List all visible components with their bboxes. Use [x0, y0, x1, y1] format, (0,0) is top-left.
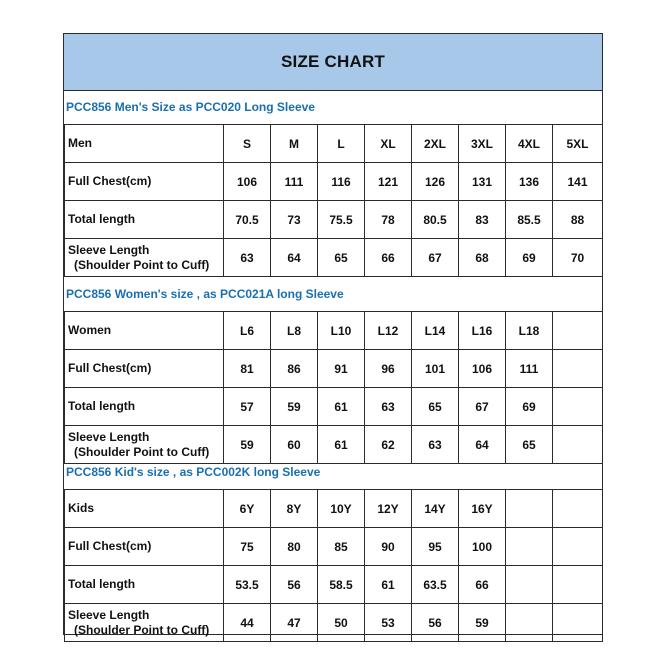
row-label — [65, 163, 224, 201]
measurement-cell: 63 — [365, 388, 412, 426]
measurement-cell: 121 — [365, 163, 412, 201]
row-label — [65, 528, 224, 566]
measurement-cell: 64 — [271, 239, 318, 277]
empty-cell — [553, 388, 603, 426]
measurement-cell: 47 — [271, 604, 318, 642]
table-row — [65, 388, 603, 426]
row-label-subtext: (Shoulder Point to Cuff) — [74, 257, 210, 272]
measurement-cell: 65 — [412, 388, 459, 426]
table-row — [65, 239, 603, 277]
measurement-cell: 61 — [318, 426, 365, 464]
size-header-cell: S — [224, 125, 271, 163]
measurement-cell: 56 — [271, 566, 318, 604]
section-heading: PCC856 Men's Size as PCC020 Long Sleeve — [66, 100, 315, 114]
size-header-cell: L — [318, 125, 365, 163]
empty-cell — [553, 490, 603, 528]
row-label-text: Full Chest(cm) — [68, 361, 152, 375]
measurement-cell: 69 — [506, 239, 553, 277]
measurement-cell: 58.5 — [318, 566, 365, 604]
measurement-cell: 67 — [459, 388, 506, 426]
measurement-cell: 63.5 — [412, 566, 459, 604]
empty-cell — [506, 490, 553, 528]
row-label-text: Total length — [68, 212, 136, 226]
empty-cell — [506, 566, 553, 604]
measurement-cell: 69 — [506, 388, 553, 426]
row-label-text: Sleeve Length — [68, 242, 150, 257]
size-header-cell: L16 — [459, 312, 506, 350]
measurement-cell: 53.5 — [224, 566, 271, 604]
size-header-cell: 2XL — [412, 125, 459, 163]
size-header-cell: 5XL — [553, 125, 603, 163]
measurement-cell: 59 — [271, 388, 318, 426]
measurement-cell: 70 — [553, 239, 603, 277]
empty-cell — [553, 566, 603, 604]
measurement-cell: 65 — [318, 239, 365, 277]
measurement-cell: 106 — [224, 163, 271, 201]
row-label — [65, 350, 224, 388]
measurement-cell: 131 — [459, 163, 506, 201]
measurement-cell: 59 — [224, 426, 271, 464]
size-header-cell: 6Y — [224, 490, 271, 528]
measurement-cell: 57 — [224, 388, 271, 426]
measurement-cell: 88 — [553, 201, 603, 239]
size-table — [64, 311, 603, 464]
row-label-subtext: (Shoulder Point to Cuff) — [74, 622, 210, 637]
size-header-cell: 16Y — [459, 490, 506, 528]
size-header-cell: 3XL — [459, 125, 506, 163]
row-label-text: Sleeve Length — [68, 607, 150, 622]
measurement-cell: 91 — [318, 350, 365, 388]
size-header-cell: L8 — [271, 312, 318, 350]
size-header-cell: 4XL — [506, 125, 553, 163]
row-label-text: Total length — [68, 399, 136, 413]
measurement-cell: 136 — [506, 163, 553, 201]
measurement-cell: 86 — [271, 350, 318, 388]
measurement-cell: 116 — [318, 163, 365, 201]
table-row — [65, 604, 603, 642]
measurement-cell: 141 — [553, 163, 603, 201]
measurement-cell: 80.5 — [412, 201, 459, 239]
measurement-cell: 70.5 — [224, 201, 271, 239]
measurement-cell: 78 — [365, 201, 412, 239]
size-header-cell: XL — [365, 125, 412, 163]
row-label-subtext: (Shoulder Point to Cuff) — [74, 444, 210, 459]
table-header-row — [65, 312, 603, 350]
measurement-cell: 44 — [224, 604, 271, 642]
table-row — [65, 528, 603, 566]
measurement-cell: 83 — [459, 201, 506, 239]
size-header-cell: L12 — [365, 312, 412, 350]
measurement-cell: 66 — [365, 239, 412, 277]
measurement-cell: 60 — [271, 426, 318, 464]
measurement-cell: 106 — [459, 350, 506, 388]
table-row — [65, 566, 603, 604]
measurement-cell: 96 — [365, 350, 412, 388]
size-header-cell: 8Y — [271, 490, 318, 528]
measurement-cell: 61 — [318, 388, 365, 426]
row-label: Men — [65, 125, 224, 163]
empty-cell — [506, 604, 553, 642]
row-label — [65, 239, 224, 277]
measurement-cell: 101 — [412, 350, 459, 388]
measurement-cell: 75 — [224, 528, 271, 566]
section-heading: PCC856 Women's size , as PCC021A long Sleeve — [66, 287, 344, 301]
size-header-cell: 14Y — [412, 490, 459, 528]
size-header-cell: L10 — [318, 312, 365, 350]
measurement-cell: 80 — [271, 528, 318, 566]
measurement-cell: 75.5 — [318, 201, 365, 239]
measurement-cell: 63 — [224, 239, 271, 277]
measurement-cell: 68 — [459, 239, 506, 277]
measurement-cell: 90 — [365, 528, 412, 566]
row-label — [65, 566, 224, 604]
row-label: Women — [65, 312, 224, 350]
empty-cell — [553, 528, 603, 566]
measurement-cell: 56 — [412, 604, 459, 642]
row-label-text: Full Chest(cm) — [68, 174, 152, 188]
size-header-cell: L14 — [412, 312, 459, 350]
table-row — [65, 163, 603, 201]
measurement-cell: 73 — [271, 201, 318, 239]
row-label — [65, 388, 224, 426]
empty-cell — [553, 350, 603, 388]
measurement-cell: 111 — [506, 350, 553, 388]
measurement-cell: 61 — [365, 566, 412, 604]
measurement-cell: 64 — [459, 426, 506, 464]
measurement-cell: 59 — [459, 604, 506, 642]
chart-title: SIZE CHART — [64, 34, 602, 91]
section-heading: PCC856 Kid's size , as PCC002K long Sleeve — [66, 465, 321, 479]
measurement-cell: 66 — [459, 566, 506, 604]
row-label: Kids — [65, 490, 224, 528]
table-header-row — [65, 125, 603, 163]
measurement-cell: 85 — [318, 528, 365, 566]
size-chart — [63, 33, 603, 635]
measurement-cell: 126 — [412, 163, 459, 201]
size-header-cell: 10Y — [318, 490, 365, 528]
measurement-cell: 111 — [271, 163, 318, 201]
measurement-cell: 53 — [365, 604, 412, 642]
size-header-cell: 12Y — [365, 490, 412, 528]
measurement-cell: 65 — [506, 426, 553, 464]
row-label-text: Full Chest(cm) — [68, 539, 152, 553]
measurement-cell: 67 — [412, 239, 459, 277]
empty-cell — [553, 604, 603, 642]
table-header-row — [65, 490, 603, 528]
size-header-cell: M — [271, 125, 318, 163]
measurement-cell: 81 — [224, 350, 271, 388]
measurement-cell: 95 — [412, 528, 459, 566]
row-label — [65, 201, 224, 239]
row-label-text: Sleeve Length — [68, 429, 150, 444]
table-row — [65, 350, 603, 388]
measurement-cell: 100 — [459, 528, 506, 566]
row-label-text: Total length — [68, 577, 136, 591]
row-label — [65, 604, 224, 642]
measurement-cell: 63 — [412, 426, 459, 464]
empty-cell — [553, 312, 603, 350]
size-table — [64, 489, 603, 642]
measurement-cell: 50 — [318, 604, 365, 642]
table-row — [65, 201, 603, 239]
empty-cell — [506, 528, 553, 566]
measurement-cell: 62 — [365, 426, 412, 464]
measurement-cell: 85.5 — [506, 201, 553, 239]
size-table — [64, 124, 603, 277]
size-header-cell: L18 — [506, 312, 553, 350]
size-header-cell: L6 — [224, 312, 271, 350]
